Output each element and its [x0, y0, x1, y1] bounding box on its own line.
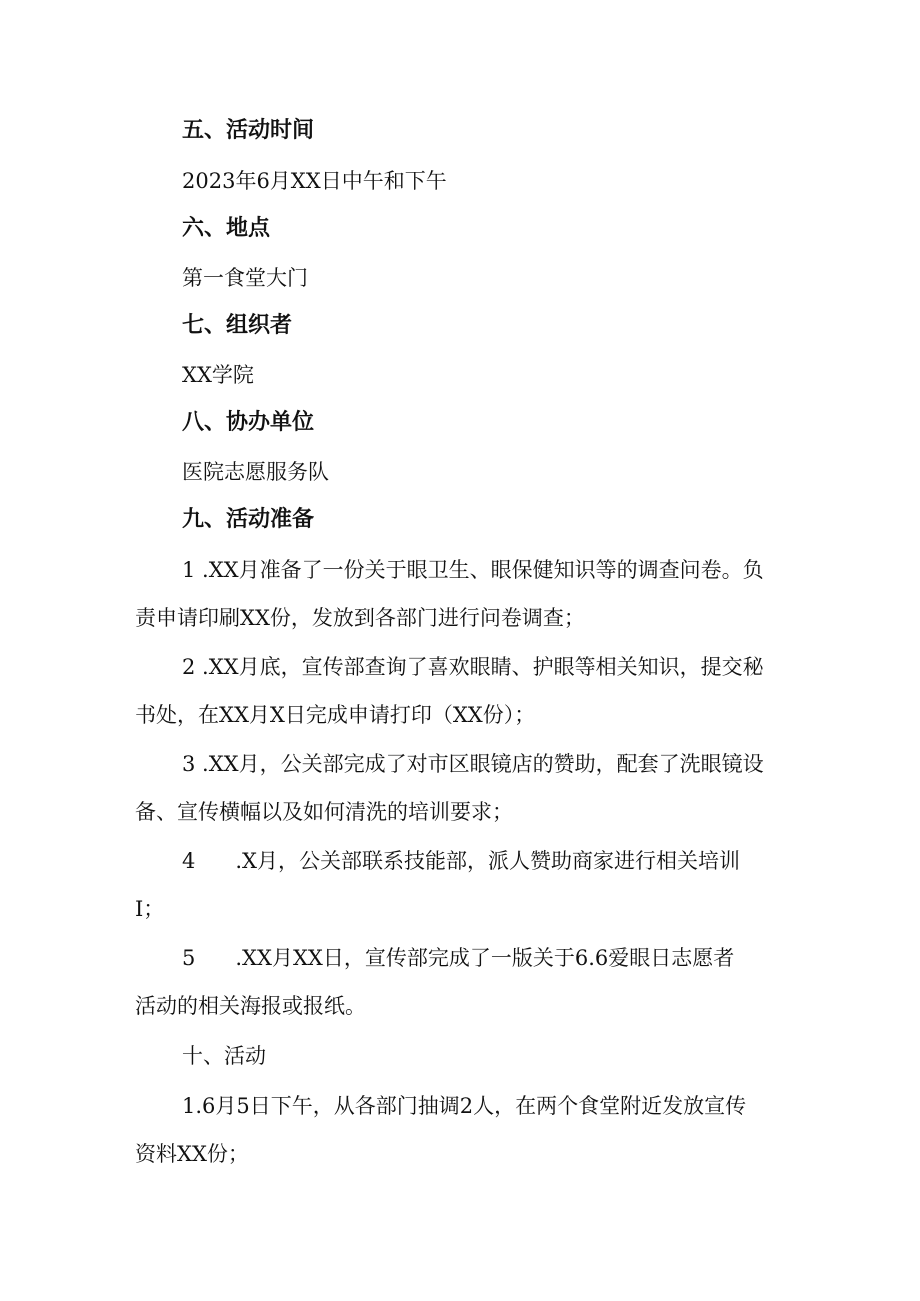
- prep-item-3-line1: 3 .XX月，公关部完成了对市区眼镜店的赞助，配套了洗眼镜设: [182, 752, 764, 776]
- prep-item-2-line1: 2 .XX月底，宣传部查询了喜欢眼睛、护眼等相关知识，提交秘: [182, 655, 764, 679]
- section-heading-activity: 十、活动: [182, 1044, 266, 1068]
- prep-item-5-number: 5: [182, 946, 196, 970]
- prep-item-4-line2: I；: [135, 897, 165, 921]
- section-body-time: 2023年6月XX日中午和下午: [182, 169, 447, 193]
- prep-item-1-line1: 1 .XX月准备了一份关于眼卫生、眼保健知识等的调查问卷。负: [182, 558, 764, 582]
- section-heading-co-organizer: 八、协办单位: [182, 410, 315, 435]
- section-heading-time: 五、活动时间: [182, 118, 315, 143]
- prep-item-5-line2: 活动的相关海报或报纸。: [135, 994, 366, 1018]
- section-body-co-organizer: 医院志愿服务队: [182, 460, 329, 484]
- section-body-organizer: XX学院: [182, 363, 254, 387]
- prep-item-2-line2: 书处，在XX月X日完成申请打印（XX份）；: [135, 703, 536, 727]
- section-heading-preparation: 九、活动准备: [182, 507, 315, 532]
- activity-item-1-line1: 1.6月5日下午，从各部门抽调2人，在两个食堂附近发放宣传: [182, 1094, 747, 1118]
- section-heading-location: 六、地点: [182, 216, 271, 241]
- activity-item-1-line2: 资料XX份；: [135, 1142, 249, 1166]
- prep-item-4-line1: [182, 847, 740, 875]
- section-heading-organizer: 七、组织者: [182, 313, 293, 338]
- prep-item-4-number: 4: [182, 849, 196, 873]
- section-body-location: 第一食堂大门: [182, 266, 308, 290]
- prep-item-3-line2: 备、宣传横幅以及如何清洗的培训要求；: [135, 800, 513, 824]
- prep-item-1-line2: 责申请印刷XX份，发放到各部门进行问卷调查；: [135, 606, 585, 630]
- prep-item-4-text: .X月，公关部联系技能部，派人赞助商家进行相关培训: [235, 849, 740, 873]
- prep-item-5-text: .XX月XX日，宣传部完成了一版关于6.6爱眼日志愿者: [235, 946, 735, 970]
- prep-item-5-line1: [182, 944, 734, 972]
